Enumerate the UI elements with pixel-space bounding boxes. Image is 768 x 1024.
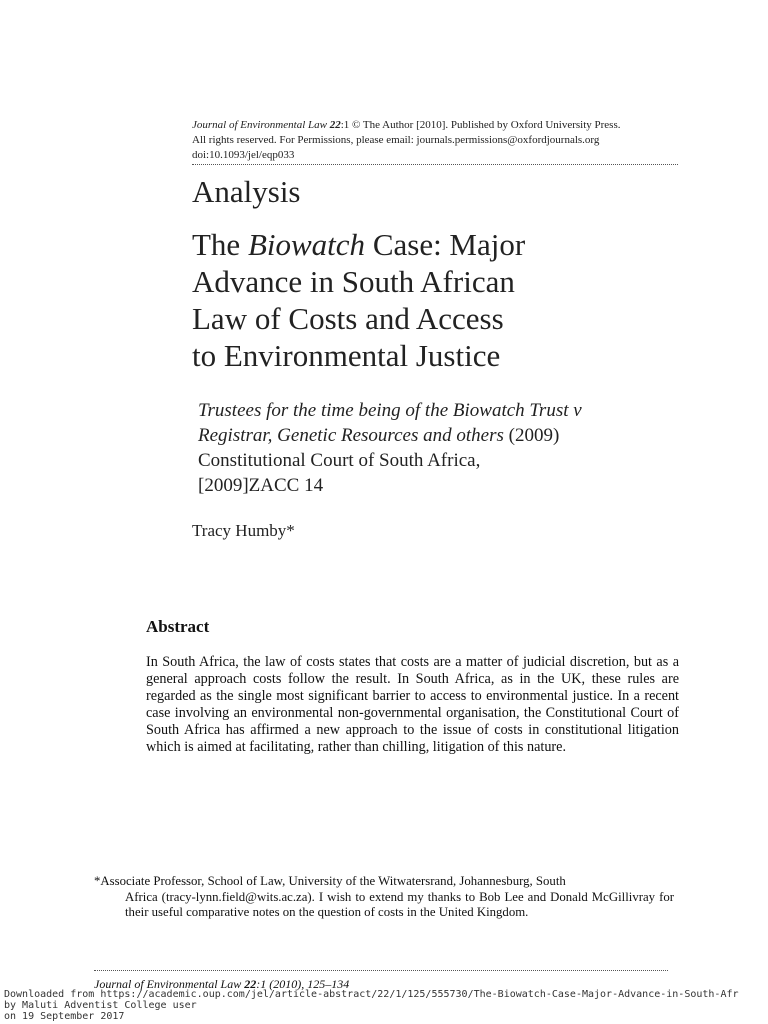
header-divider [192, 164, 678, 165]
title-italic-biowatch: Biowatch [247, 227, 366, 262]
case-line-2 [198, 423, 668, 448]
download-stamp-line-1: Downloaded from https://academic.oup.com/jel/article-abstract/22/1/125/555730/The-Biowatch-Case-Major-Advance-in-South-Afr [4, 989, 739, 1000]
title-part-2: Case: Major [365, 227, 526, 262]
title-line-3: Law of Costs and Access [192, 301, 504, 336]
journal-citation-line [192, 118, 682, 133]
case-citation [198, 398, 668, 498]
journal-header [192, 118, 682, 163]
case-line-4: [2009]ZACC 14 [198, 475, 324, 496]
footer-issue-pages: :1 (2010), 125–134 [256, 977, 350, 991]
section-label: Analysis [192, 174, 301, 209]
author-footnote [94, 874, 674, 921]
case-year: (2009) [503, 425, 560, 446]
journal-issue-copyright: :1 © The Author [2010]. Published by Oxford University Press. [340, 119, 621, 131]
case-name-part-1: Trustees for the time being of the Biowatch Trust v [198, 400, 582, 421]
article-title [192, 226, 672, 374]
case-line-1 [198, 398, 668, 423]
title-line-2: Advance in South African [192, 264, 515, 299]
footer-volume: 22 [244, 977, 257, 991]
footnote-line-1: *Associate Professor, School of Law, University of the Witwatersrand, Johannesburg, South [94, 874, 566, 888]
download-stamp [4, 989, 768, 1022]
journal-name: Journal of Environmental Law [192, 119, 327, 131]
abstract-text: In South Africa, the law of costs states that costs are a matter of judicial discretion, but as a general approach costs follow the result. In South Africa, as in the UK, these rules are regarded as the single most significant barrier to access to environmental justice. In a recent case involving an environmental non-governmental organisation, the Constitutional Court of South Africa has affirmed a new approach to the issue of costs in constitutional litigation which is aimed at facilitating, rather than chilling, litigation of this nature. [146, 654, 679, 755]
author-name: Tracy Humby* [192, 521, 295, 540]
footnote-continuation: Africa (tracy-lynn.field@wits.ac.za). I wish to extend my thanks to Bob Lee and Donald McGillivray for their useful comparative notes on the question of costs in the United Kingdom. [125, 889, 674, 919]
title-part-1: The [192, 227, 248, 262]
download-stamp-line-2: by Maluti Adventist College user [4, 1000, 197, 1011]
case-line-3: Constitutional Court of South Africa, [198, 450, 481, 471]
download-stamp-line-3: on 19 September 2017 [4, 1011, 125, 1022]
journal-volume: 22 [329, 119, 341, 131]
title-line-4: to Environmental Justice [192, 338, 501, 373]
doi-line: doi:10.1093/jel/eqp033 [192, 149, 295, 161]
rights-line: All rights reserved. For Permissions, please email: journals.permissions@oxfordjournals.org [192, 134, 600, 146]
footer-divider [94, 970, 668, 971]
abstract-heading: Abstract [146, 617, 210, 636]
case-name-part-2: Registrar, Genetic Resources and others [198, 425, 504, 446]
title-line-1 [192, 226, 672, 263]
footer-journal-name: Journal of Environmental Law [94, 977, 242, 991]
